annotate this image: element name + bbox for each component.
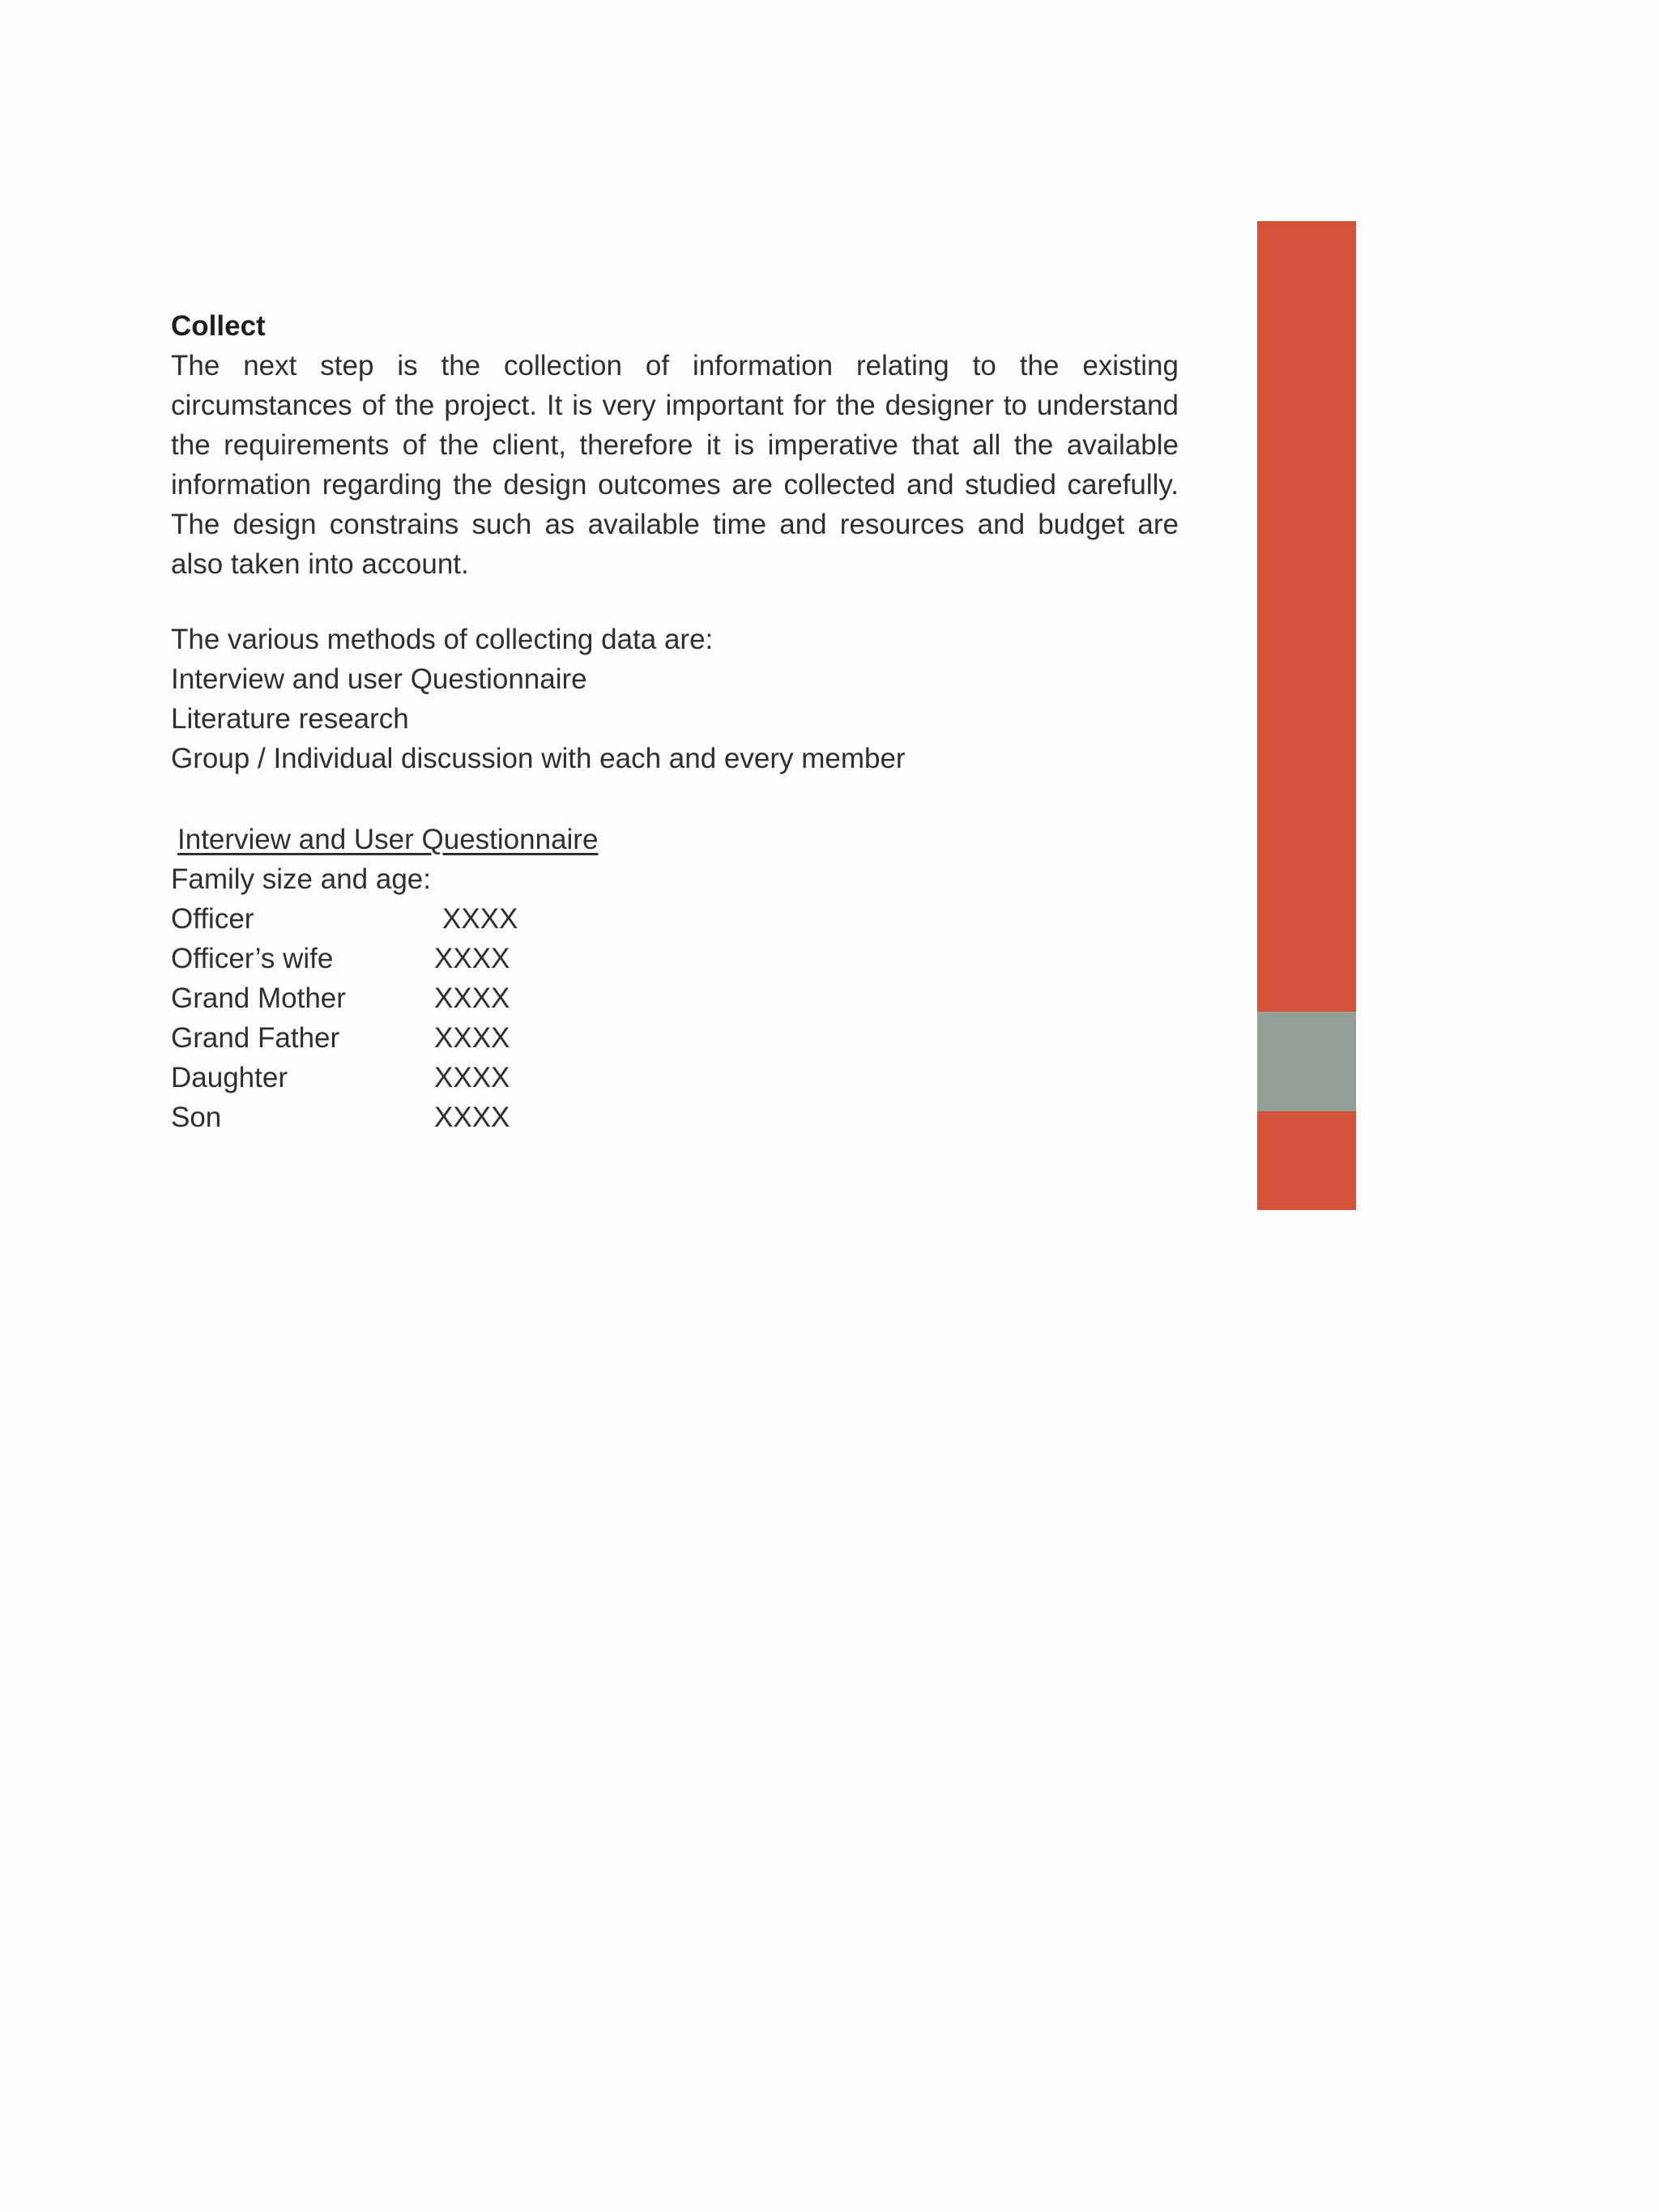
family-age: XXXX — [442, 903, 518, 935]
side-bar-red-bottom — [1257, 1111, 1356, 1210]
methods-intro: The various methods of collecting data are: — [171, 624, 714, 655]
page-content — [171, 306, 1179, 1137]
family-age: XXXX — [434, 1102, 510, 1133]
family-row — [171, 1097, 1179, 1137]
methods-list — [171, 620, 1179, 778]
family-age: XXXX — [434, 1062, 510, 1093]
family-role: Grand Mother — [171, 982, 346, 1014]
questionnaire-section — [171, 820, 1179, 1137]
family-row — [171, 899, 1179, 939]
family-role: Officer — [171, 903, 254, 935]
collect-paragraph: The next step is the collection of information relating to the existing circumstances of the project. It is very important for the designer to understand the requirements of the client, therefore it is imperative that all the available information regarding the design outcomes are collected and studied carefully. The design constrains such as available time and resources and budget are also taken into account. — [171, 350, 1179, 580]
family-row — [171, 939, 1179, 978]
side-bar-grey-middle — [1257, 1012, 1356, 1111]
family-row — [171, 1018, 1179, 1058]
family-role: Daughter — [171, 1062, 288, 1093]
family-label: Family size and age: — [171, 863, 431, 895]
family-row — [171, 978, 1179, 1018]
method-item: Group / Individual discussion with each and every member — [171, 743, 906, 774]
family-row — [171, 1058, 1179, 1097]
method-item: Interview and user Questionnaire — [171, 663, 587, 695]
decorative-side-bar — [1257, 221, 1356, 1210]
family-role: Grand Father — [171, 1022, 340, 1054]
questionnaire-heading: Interview and User Questionnaire — [177, 824, 599, 855]
family-role: Officer’s wife — [171, 943, 334, 974]
family-age: XXXX — [434, 982, 510, 1014]
section-heading: Collect — [171, 310, 266, 342]
family-role: Son — [171, 1102, 222, 1133]
family-age: XXXX — [434, 943, 510, 974]
side-bar-red-top — [1257, 221, 1356, 1012]
family-age: XXXX — [434, 1022, 510, 1054]
method-item: Literature research — [171, 703, 409, 735]
